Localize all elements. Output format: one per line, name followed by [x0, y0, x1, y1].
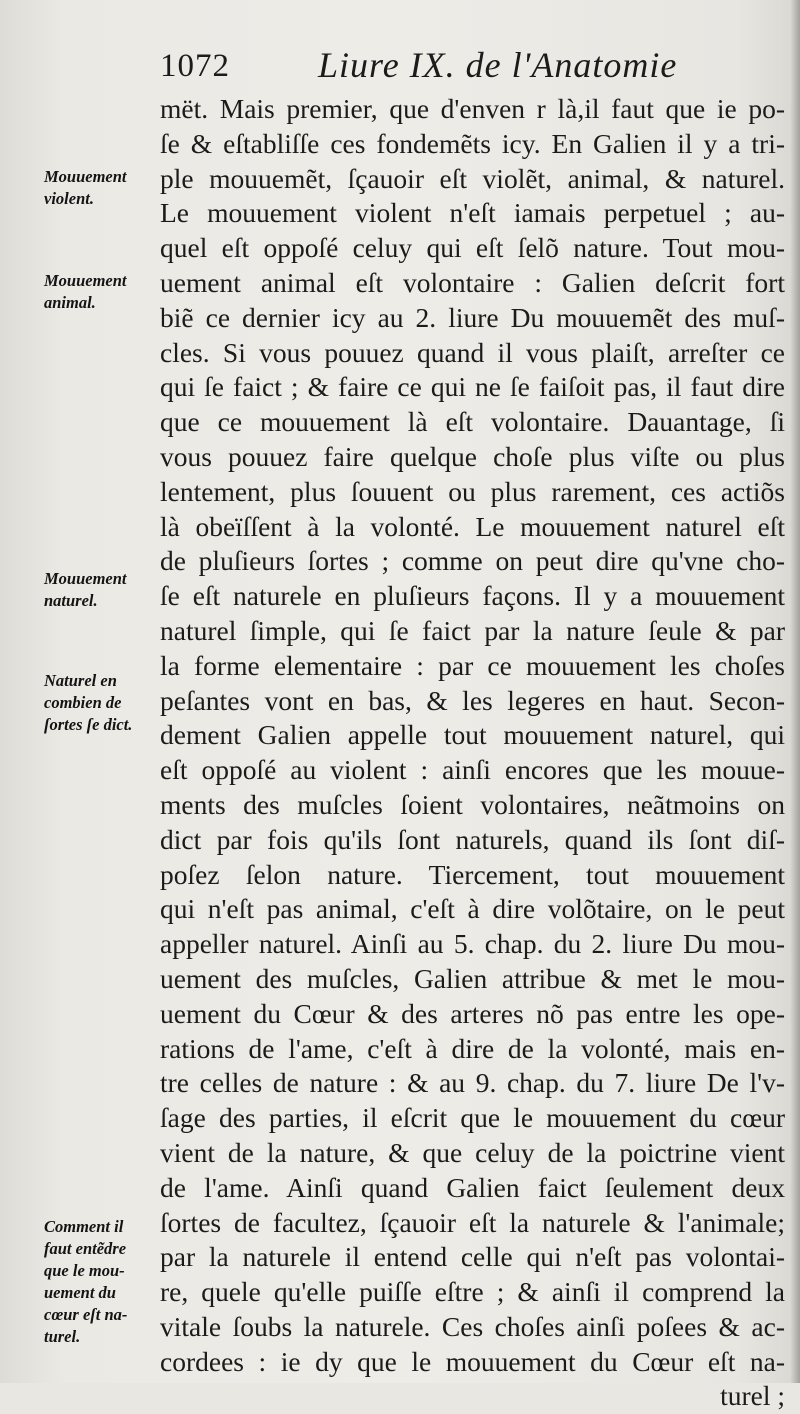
- text-line: rations de l'ame, c'eſt à dire de la volonté, mais en-: [160, 1032, 785, 1064]
- text-line: appeller naturel. Ainſi au 5. chap. du 2. liure Du mou-: [160, 928, 785, 960]
- margin-note-line: Mouuement: [44, 271, 127, 290]
- margin-note-line: violent.: [44, 189, 94, 208]
- text-line: qui n'eſt pas animal, c'eſt à dire volõtaire, on le peut: [160, 893, 785, 925]
- margin-note-line: uement du: [44, 1283, 116, 1302]
- text-line: qui ſe faict ; & faire ce qui ne ſe faiſoit pas, il faut dire: [160, 371, 785, 403]
- text-line: ſe eſt naturele en pluſieurs façons. Il y a mouuement: [160, 580, 785, 612]
- margin-note-line: que le mou-: [44, 1261, 125, 1280]
- text-line: re, quele qu'elle puiſſe eſtre ; & ainſi il comprend la: [160, 1276, 785, 1308]
- text-line: par la naturele il entend celle qui n'eſt pas volontai-: [160, 1241, 785, 1273]
- text-line: mët. Mais premier, que d'enven r là,il faut que ie po-: [160, 93, 785, 124]
- margin-note-line: combien de: [44, 693, 122, 712]
- main-text-block: [160, 92, 785, 1414]
- margin-note-line: Naturel en: [44, 671, 117, 690]
- running-title: Liure IX. de l'Anatomie: [318, 45, 678, 85]
- text-line: eſt oppoſé au violent : ainſi encores que les mouue-: [160, 754, 785, 786]
- text-line: uement des muſcles, Galien attribue & met le mou-: [160, 962, 785, 994]
- page-number: 1072: [160, 48, 230, 84]
- text-line: naturel ſimple, qui ſe faict par la nature ſeule & par: [160, 614, 785, 646]
- margin-note-line: ſortes ſe dict.: [44, 715, 133, 734]
- text-line: la forme elementaire : par ce mouuement les choſes: [160, 649, 785, 681]
- margin-note-line: faut entẽdre: [44, 1239, 127, 1258]
- text-line: dict par fois qu'ils ſont naturels, quand ils ſont diſ-: [160, 823, 785, 855]
- text-line: ple mouuemẽt, ſçauoir eſt violẽt, animal, & naturel.: [160, 162, 785, 194]
- text-line-catchword: turel ;: [720, 1380, 785, 1412]
- margin-note-line: Mouuement: [44, 569, 127, 588]
- text-line: ſortes de facultez, ſçauoir eſt la naturele & l'animale;: [160, 1206, 785, 1238]
- text-line: de pluſieurs ſortes ; comme on peut dire qu'vne cho-: [160, 545, 785, 577]
- page-header: [160, 42, 780, 88]
- text-line: uement animal eſt volontaire : Galien deſcrit fort: [160, 266, 785, 298]
- page-edge-shadow: [790, 0, 800, 1383]
- text-line: tre celles de nature : & au 9. chap. du 7. liure De l'v-: [160, 1067, 785, 1099]
- margin-note-line: Mouuement: [44, 167, 127, 186]
- text-line: ſe & eſtabliſſe ces fondemẽts icy. En Galien il y a tri-: [160, 127, 785, 159]
- text-line: ments des muſcles ſoient volontaires, neãtmoins on: [160, 788, 785, 820]
- margin-note-line: animal.: [44, 293, 96, 312]
- margin-note-violent-motion: [44, 166, 127, 210]
- text-line: vient de la nature, & que celuy de la poictrine vient: [160, 1136, 785, 1168]
- text-line: ſage des parties, il eſcrit que le mouuement du cœur: [160, 1102, 785, 1134]
- margin-note-line: cœur eſt na-: [44, 1305, 128, 1324]
- text-line: vitale ſoubs la naturele. Ces choſes ainſi poſees & ac-: [160, 1310, 785, 1342]
- text-line: dement Galien appelle tout mouuement naturel, qui: [160, 719, 785, 751]
- text-line: uement du Cœur & des arteres nõ pas entre les ope-: [160, 997, 785, 1029]
- margin-note-line: Comment il: [44, 1217, 124, 1236]
- text-line: quel eſt oppoſé celuy qui eſt ſelõ nature. Tout mou-: [160, 232, 785, 264]
- text-line: Le mouuement violent n'eſt iamais perpetuel ; au-: [160, 197, 785, 229]
- text-line: de l'ame. Ainſi quand Galien faict ſeulement deux: [160, 1171, 785, 1203]
- margin-note-animal-motion: [44, 270, 127, 314]
- margin-note-line: turel.: [44, 1327, 81, 1346]
- margin-note-heart-motion: [44, 1216, 127, 1348]
- text-line: lentement, plus ſouuent ou plus rarement, ces actiõs: [160, 475, 785, 507]
- text-line: cles. Si vous pouuez quand il vous plaiſt, arreſter ce: [160, 336, 785, 368]
- text-line: que ce mouuement là eſt volontaire. Dauantage, ſi: [160, 406, 785, 438]
- text-line: biẽ ce dernier icy au 2. liure Du mouuemẽt des muſ-: [160, 301, 785, 333]
- margin-note-natural-motion: [44, 568, 127, 612]
- text-line: vous pouuez faire quelque choſe plus viſte ou plus: [160, 440, 785, 472]
- text-line: cordees : ie dy que le mouuement du Cœur eſt na-: [160, 1345, 785, 1377]
- text-line: poſez ſelon nature. Tiercement, tout mouuement: [160, 858, 785, 890]
- margin-note-kinds-of-natural: [44, 670, 132, 736]
- margin-note-line: naturel.: [44, 591, 98, 610]
- text-line: peſantes vont en bas, & les legeres en haut. Secon-: [160, 684, 785, 716]
- text-line: là obeïſſent à la volonté. Le mouuement naturel eſt: [160, 510, 785, 542]
